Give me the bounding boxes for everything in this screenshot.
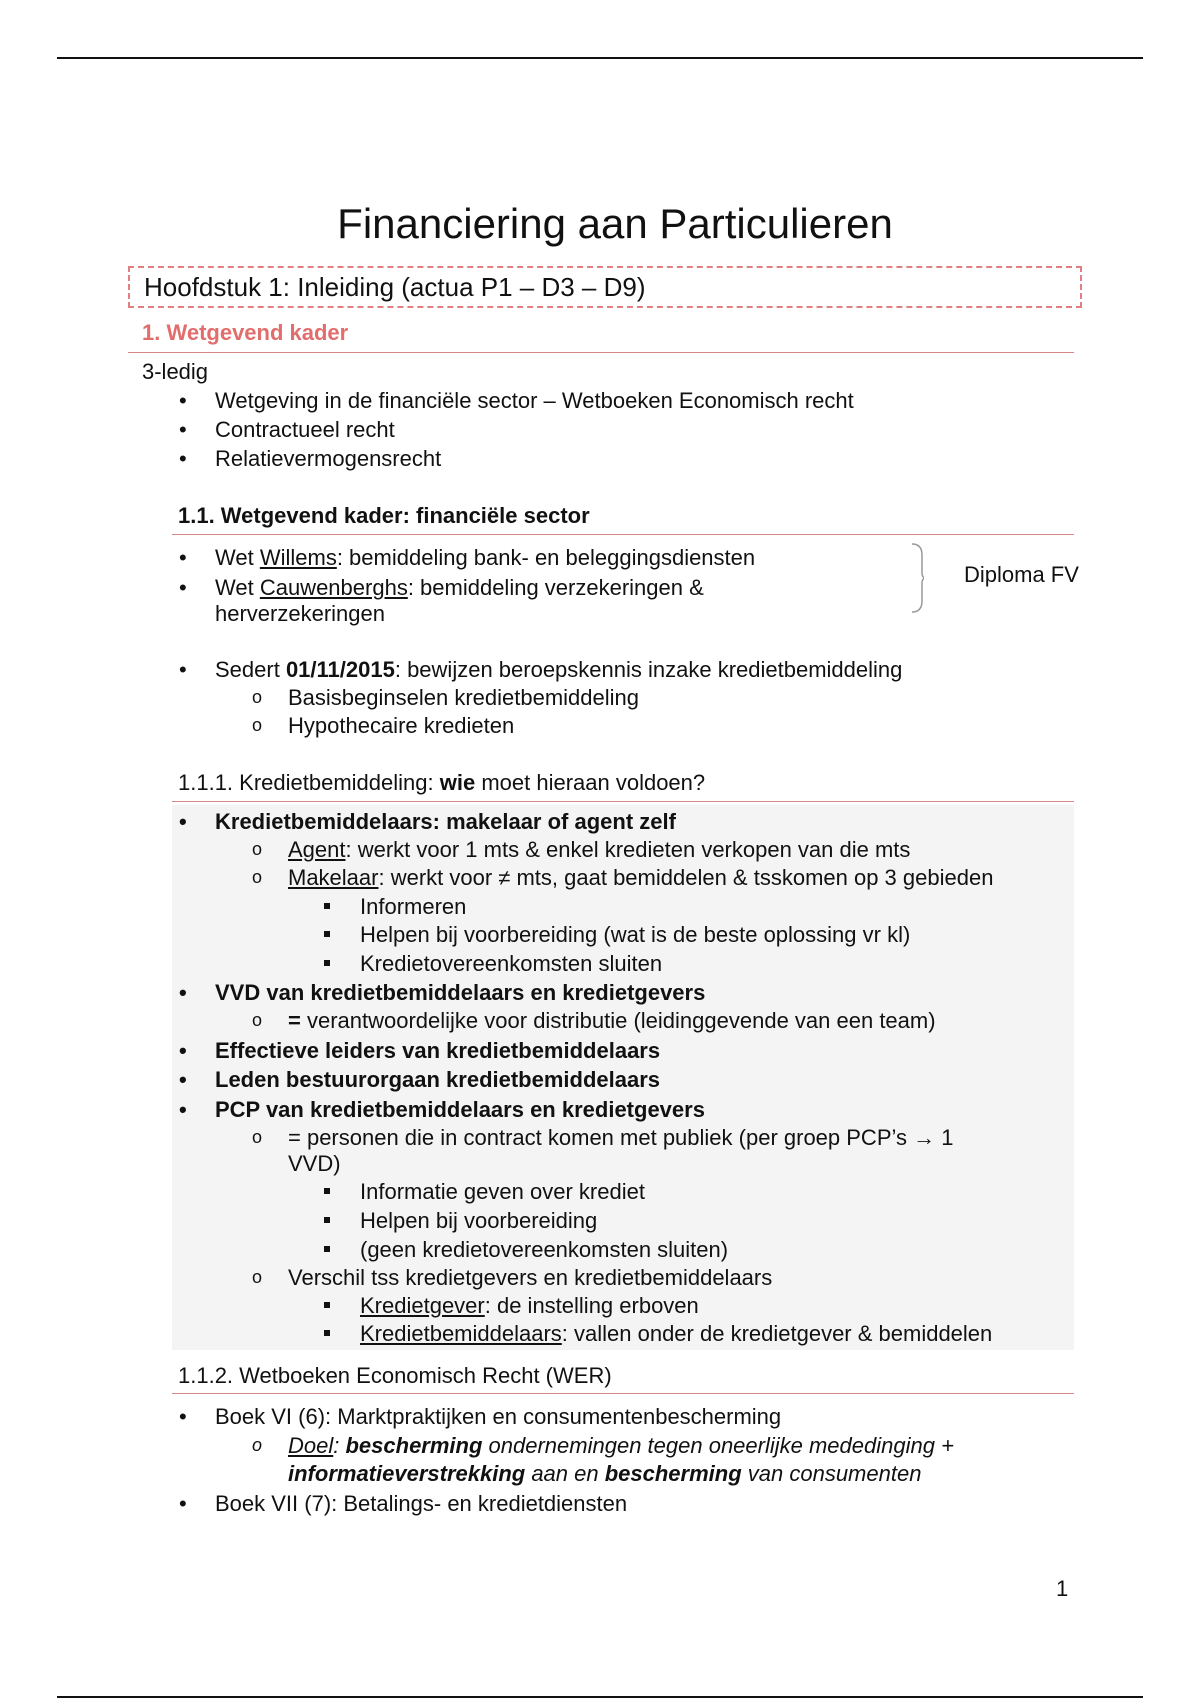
subsection-heading-1-1: 1.1. Wetgevend kader: financiële sector bbox=[178, 503, 590, 528]
sub-sub-list-item-kredietbemiddelaars: Kredietbemiddelaars: vallen onder de kredietgever & bemiddelen bbox=[360, 1321, 993, 1346]
diploma-label: Diploma FV bbox=[964, 562, 1079, 587]
section-underline bbox=[128, 352, 1074, 353]
sub-sub-list-item: Helpen bij voorbereiding (wat is de beste oplossing vr kl) bbox=[360, 922, 911, 947]
top-rule bbox=[57, 57, 1143, 59]
sub-sub-list-item: Kredietovereenkomsten sluiten bbox=[360, 951, 663, 976]
list-item: • Relatievermogensrecht bbox=[215, 445, 441, 472]
list-item: • PCP van kredietbemiddelaars en kredietgevers bbox=[215, 1096, 705, 1123]
sub-sub-list-item: Informeren bbox=[360, 894, 467, 919]
page-number: 1 bbox=[1056, 1576, 1069, 1601]
subsection-heading-1-1-2: 1.1.2. Wetboeken Economisch Recht (WER) bbox=[178, 1363, 612, 1388]
list-item: • Boek VII (7): Betalings- en kredietdiensten bbox=[215, 1490, 627, 1517]
sub-list-item: o = verantwoordelijke voor distributie (leidinggevende van een team) bbox=[288, 1007, 936, 1034]
list-item: • VVD van kredietbemiddelaars en kredietgevers bbox=[215, 979, 705, 1006]
subsection-underline bbox=[172, 801, 1074, 802]
sub-list-item-continuation: VVD) bbox=[288, 1151, 341, 1176]
sub-list-item-continuation: informatieverstrekking aan en bescherming van consumenten bbox=[288, 1461, 922, 1486]
curly-brace bbox=[912, 543, 924, 613]
sub-list-item-doel: o Doel: bescherming ondernemingen tegen oneerlijke mededinging + bbox=[288, 1432, 954, 1459]
list-item: • Kredietbemiddelaars: makelaar of agent zelf bbox=[215, 808, 676, 835]
list-item: • Wetgeving in de financiële sector – Wetboeken Economisch recht bbox=[215, 387, 854, 414]
sub-list-item: o Verschil tss kredietgevers en kredietbemiddelaars bbox=[288, 1264, 772, 1291]
sub-sub-list-item: Informatie geven over krediet bbox=[360, 1179, 645, 1204]
subsection-underline bbox=[172, 1393, 1074, 1394]
document-title: Financiering aan Particulieren bbox=[337, 200, 893, 247]
sub-list-item: o = personen die in contract komen met publiek (per groep PCP’s → 1 bbox=[288, 1124, 953, 1151]
sub-list-item: o Hypothecaire kredieten bbox=[288, 712, 514, 739]
subsection-heading-1-1-1: 1.1.1. Kredietbemiddeling: wie moet hieraan voldoen? bbox=[178, 770, 706, 795]
sub-list-item: o Basisbeginselen kredietbemiddeling bbox=[288, 684, 639, 711]
sub-sub-list-item-kredietgever: Kredietgever: de instelling erboven bbox=[360, 1293, 699, 1318]
section-heading-1: 1. Wetgevend kader bbox=[142, 320, 349, 345]
sub-sub-list-item: Helpen bij voorbereiding bbox=[360, 1208, 598, 1233]
list-item: • Leden bestuurorgaan kredietbemiddelaars bbox=[215, 1066, 660, 1093]
sub-list-item-agent: o Agent: werkt voor 1 mts & enkel kredieten verkopen van die mts bbox=[288, 836, 910, 863]
intro-text: 3-ledig bbox=[142, 359, 209, 384]
bottom-rule bbox=[57, 1696, 1143, 1698]
list-item-wet-willems: • Wet Willems: bemiddeling bank- en beleggingsdiensten bbox=[215, 544, 755, 571]
list-item-wet-cauwenberghs: • Wet Cauwenberghs: bemiddeling verzekeringen & bbox=[215, 574, 704, 601]
list-item: • Contractueel recht bbox=[215, 416, 395, 443]
sub-sub-list-item: (geen kredietovereenkomsten sluiten) bbox=[360, 1237, 729, 1262]
subsection-underline bbox=[172, 534, 1074, 535]
sub-list-item-makelaar: o Makelaar: werkt voor ≠ mts, gaat bemiddelen & tsskomen op 3 gebieden bbox=[288, 864, 993, 891]
list-item-continuation: herverzekeringen bbox=[215, 601, 385, 626]
list-item-sedert: • Sedert 01/11/2015: bewijzen beroepskennis inzake kredietbemiddeling bbox=[215, 656, 902, 683]
chapter-heading: Hoofdstuk 1: Inleiding (actua P1 – D3 – D9) bbox=[128, 266, 1082, 308]
list-item: • Effectieve leiders van kredietbemiddelaars bbox=[215, 1037, 660, 1064]
list-item: • Boek VI (6): Marktpraktijken en consumentenbescherming bbox=[215, 1403, 781, 1430]
